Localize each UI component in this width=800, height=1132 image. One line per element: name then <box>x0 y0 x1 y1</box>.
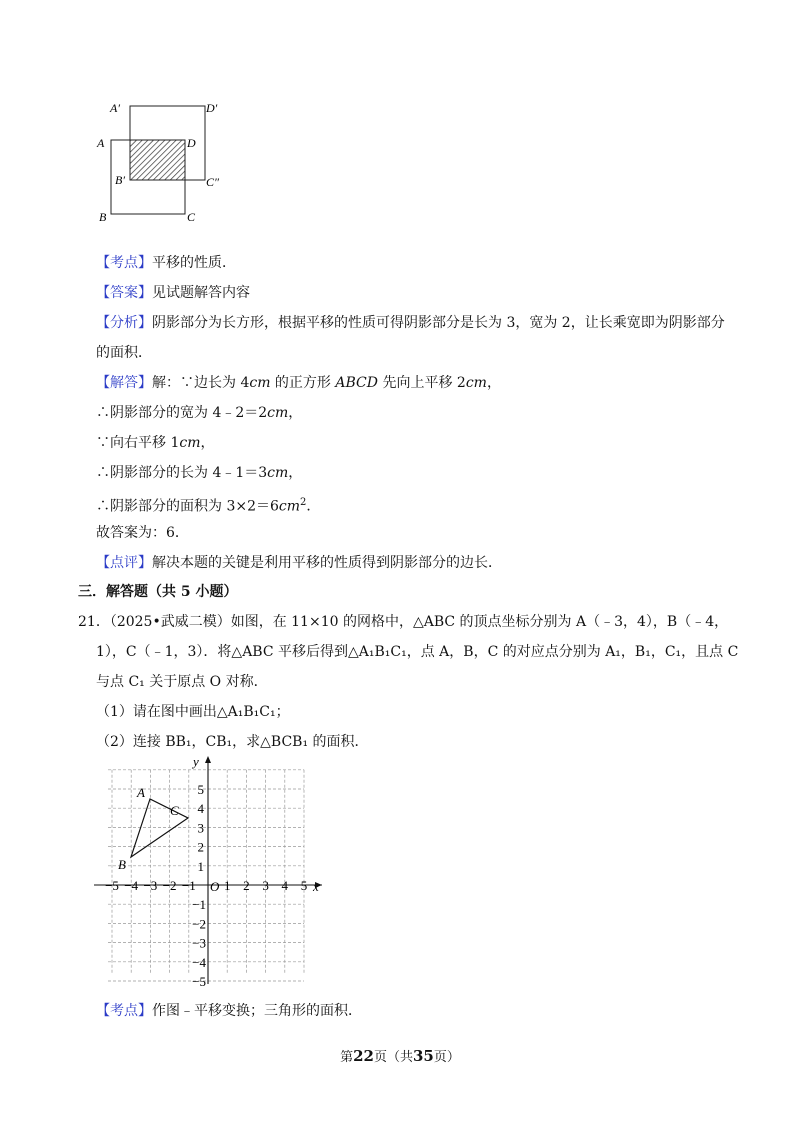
jieda-tag: 【解答】 <box>96 375 152 391</box>
analysis-line-1: 【分析】阴影部分为长方形，根据平移的性质可得阴影部分是长为 3，宽为 2，让长乘宽即为阴影部分 <box>96 315 725 331</box>
shaded-region <box>130 140 185 180</box>
label-d: D <box>187 136 196 150</box>
x-tick-label: −2 <box>162 878 177 893</box>
x-tick-label: 3 <box>262 878 269 893</box>
x-tick-label: −5 <box>105 878 119 893</box>
kaodian-line: 【考点】平移的性质． <box>96 255 236 271</box>
q21-kaodian-line: 【考点】作图﹣平移变换；三角形的面积． <box>96 1003 362 1019</box>
y-tick-label: 3 <box>197 820 204 836</box>
section-title: 三．解答题（共 5 小题） <box>78 584 238 600</box>
q21-kaodian-tag: 【考点】 <box>96 1003 152 1019</box>
vertex-a-label: A <box>137 785 145 800</box>
x-tick-label: −3 <box>143 878 158 893</box>
translation-figure <box>88 92 238 232</box>
y-tick-label: 2 <box>197 839 204 855</box>
y-tick-label: −5 <box>192 974 206 989</box>
q21-part-2: （2）连接 BB₁，CB₁，求△BCB₁ 的面积． <box>96 734 369 750</box>
solution-line-5: ∴阴影部分的面积为 $3\times 2=6cm^2$． <box>96 497 321 515</box>
label-c: C <box>187 210 196 224</box>
y-tick-label: −2 <box>192 916 206 932</box>
answer-statement: 故答案为：6． <box>96 525 189 541</box>
y-tick-label: 4 <box>197 801 204 817</box>
q21-line-1: 21．（2025•武威二模）如图，在 11×10 的网格中，△ABC 的顶点坐标分别为 A（﹣3，4），B（﹣4， <box>78 614 729 630</box>
y-tick-label: −3 <box>192 935 206 951</box>
label-a-prime: A′ <box>110 101 120 115</box>
coordinate-grid <box>90 752 330 992</box>
x-tick-label: 5 <box>300 878 308 893</box>
y-tick-label: −4 <box>192 954 206 970</box>
dianping-tag: 【点评】 <box>96 555 152 571</box>
page-footer: 第22页（共35页） <box>340 1047 460 1065</box>
x-tick-label: −1 <box>181 878 196 893</box>
vertex-c-label: C <box>170 803 179 818</box>
y-axis-arrow <box>205 756 211 763</box>
kaodian-tag: 【考点】 <box>96 255 152 271</box>
fenxi-tag: 【分析】 <box>96 315 152 331</box>
label-a: A <box>97 136 105 150</box>
x-tick-label: −4 <box>124 878 139 893</box>
solution-line-4: ∴阴影部分的长为 4﹣1＝3cm， <box>96 465 303 481</box>
y-axis-label: y <box>193 754 199 769</box>
x-axis-label: x <box>313 879 319 894</box>
label-c-double-prime: C″ <box>206 175 220 189</box>
x-tick-label: 1 <box>223 878 231 893</box>
current-page: 22 <box>353 1047 374 1065</box>
origin-label: O <box>210 879 220 894</box>
solution-line-2: ∴阴影部分的宽为 4﹣2＝2cm， <box>96 405 303 421</box>
x-tick-label: 2 <box>243 878 250 893</box>
total-pages: 35 <box>413 1047 434 1065</box>
solution-line-3: ∵向右平移 1cm， <box>96 435 215 451</box>
analysis-line-2: 的面积． <box>96 345 152 361</box>
vertex-b-label: B <box>118 857 126 872</box>
q21-line-2: 1），C（﹣1，3）．将△ABC 平移后得到△A₁B₁C₁，点 A，B，C 的对应点分别为 A₁，B₁，C₁，且点 C <box>96 644 739 660</box>
y-tick-label: −1 <box>192 897 206 913</box>
daan-tag: 【答案】 <box>96 285 152 301</box>
y-tick-label: 5 <box>197 782 204 797</box>
q21-part-1: （1）请在图中画出△A₁B₁C₁； <box>96 704 290 720</box>
x-tick-label: 4 <box>281 878 289 893</box>
label-b-prime: B′ <box>115 173 125 187</box>
solution-line-1: 【解答】解：∵边长为 4cm 的正方形 ABCD 先向上平移 2cm， <box>96 375 501 391</box>
triangle-abc <box>131 799 188 857</box>
label-b: B <box>99 210 107 224</box>
comment-line: 【点评】解决本题的关键是利用平移的性质得到阴影部分的边长． <box>96 555 502 571</box>
q21-line-3: 与点 C₁ 关于原点 O 对称． <box>96 674 268 690</box>
answer-line: 【答案】见试题解答内容 <box>96 285 250 301</box>
label-d-prime: D′ <box>206 101 218 115</box>
y-tick-label: 1 <box>197 858 204 874</box>
